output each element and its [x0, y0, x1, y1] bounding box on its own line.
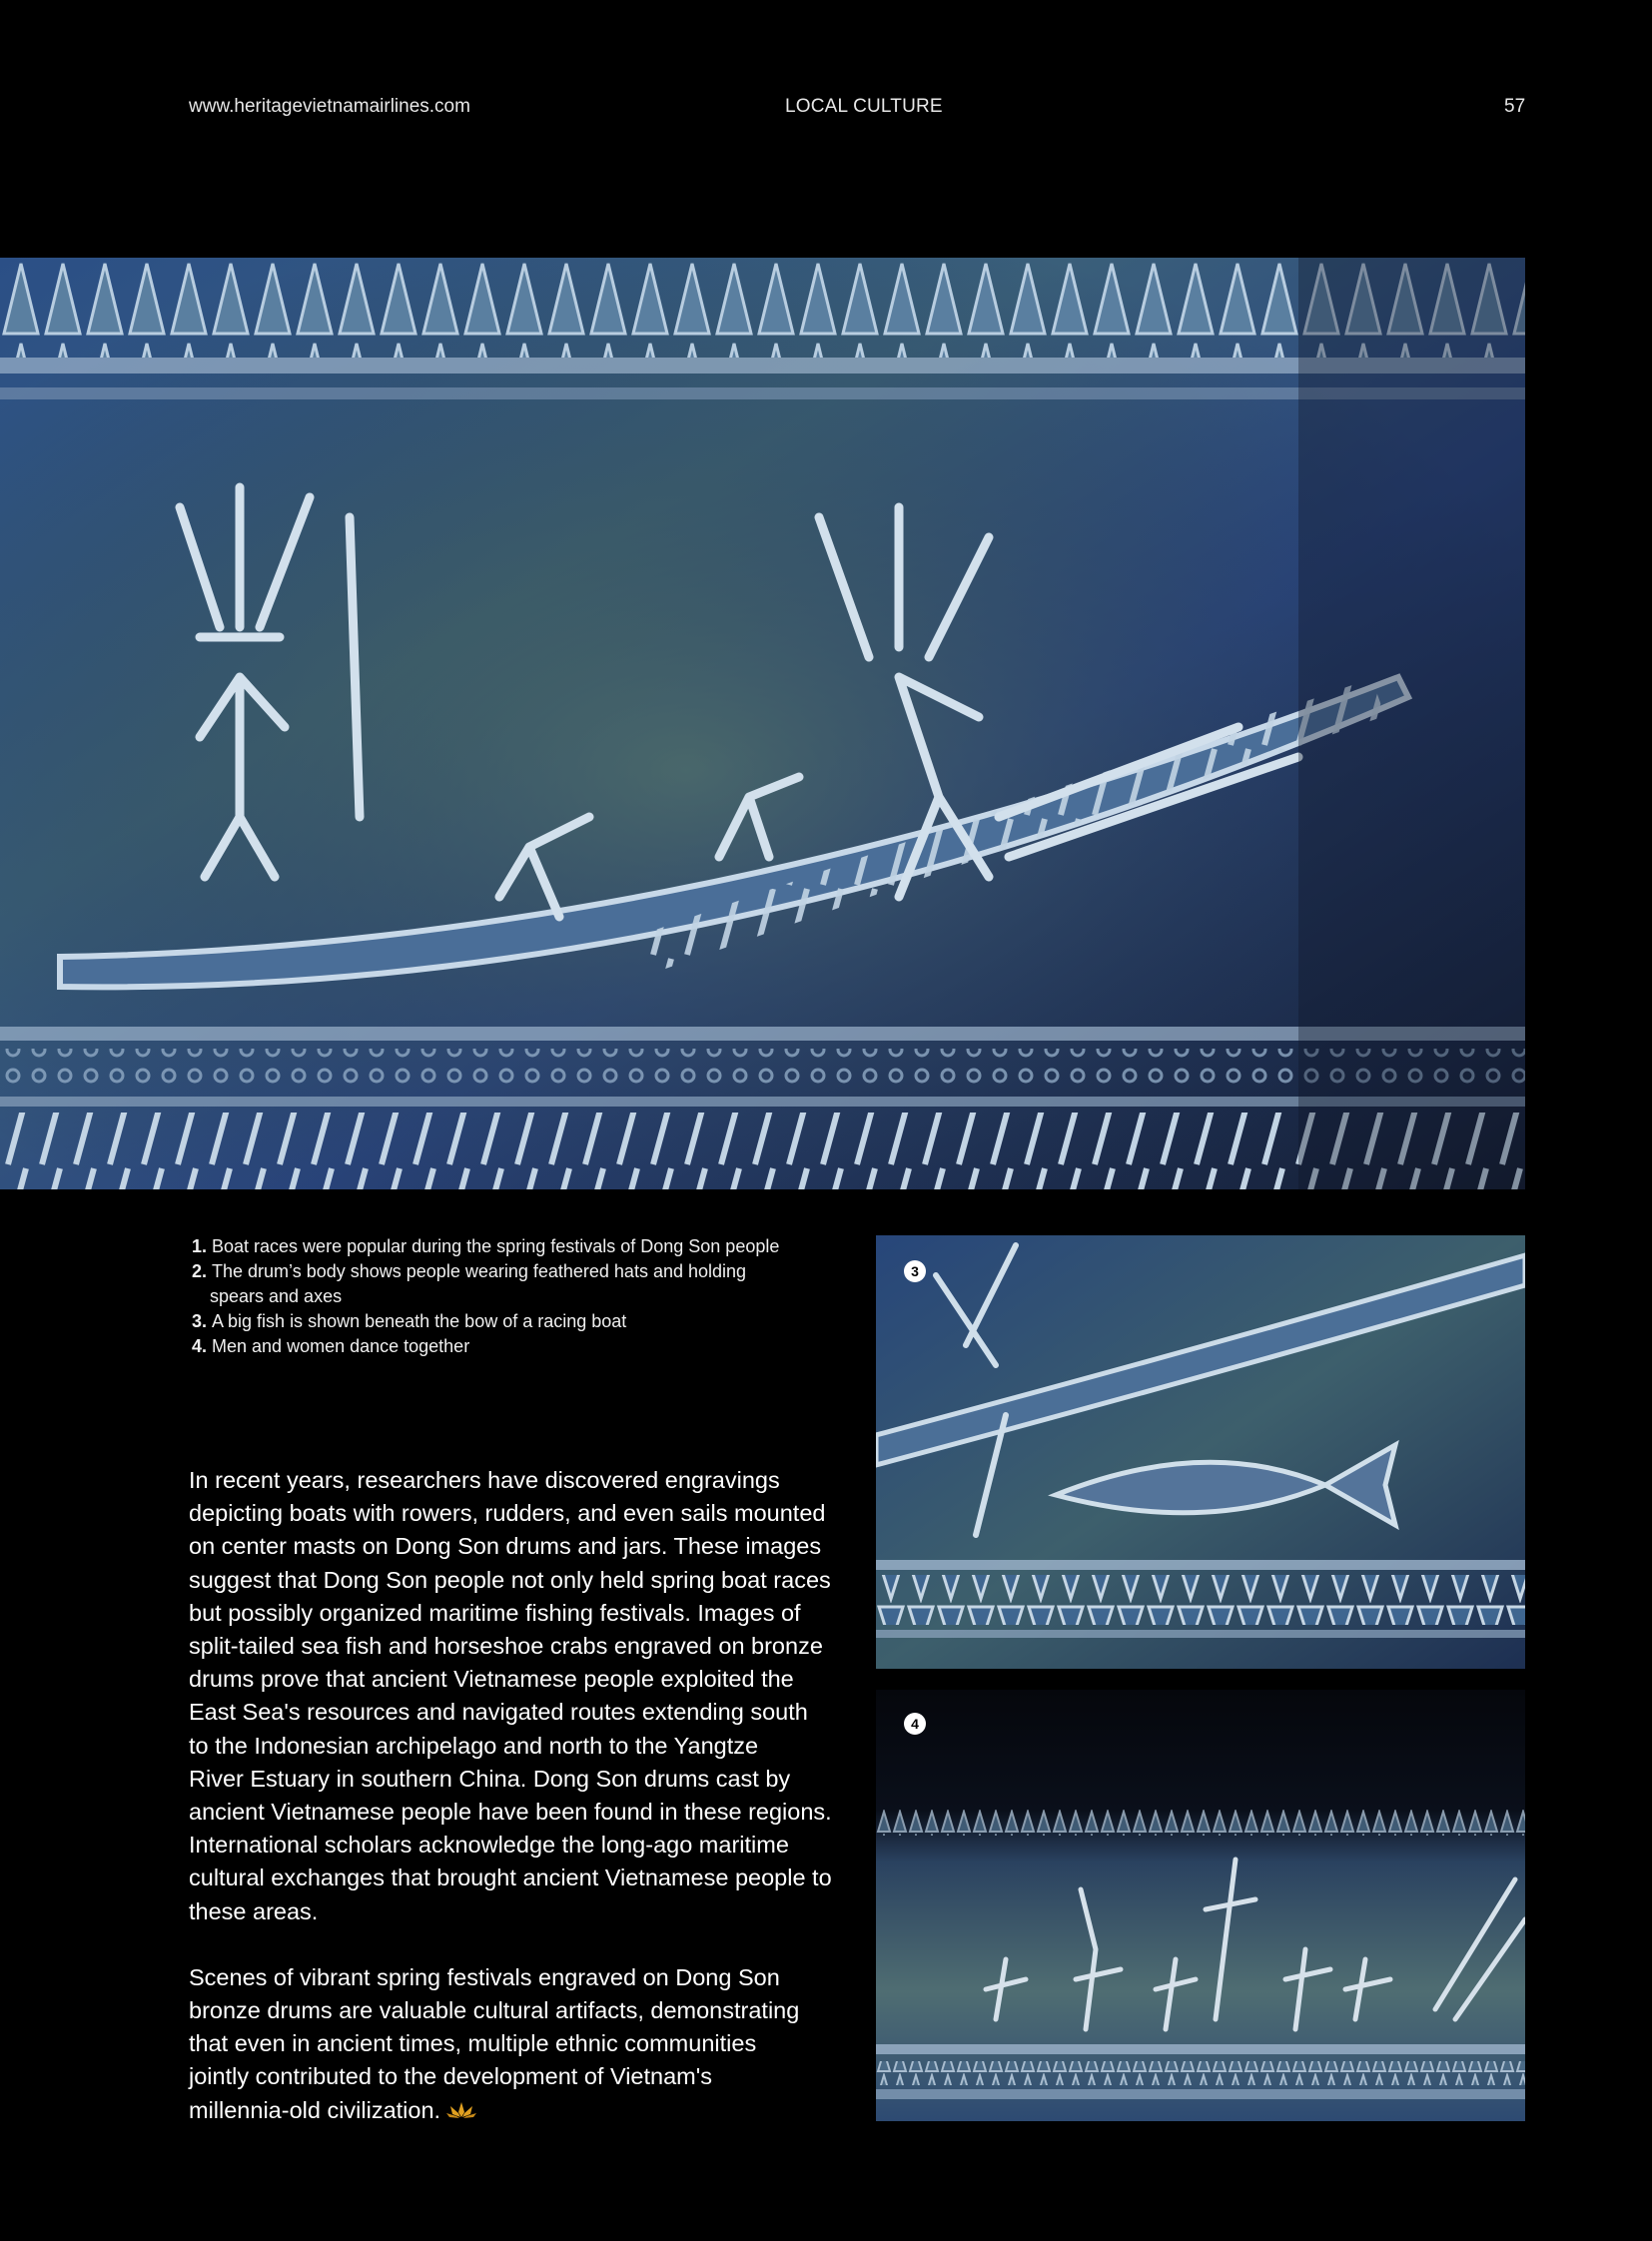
caption-2	[192, 1259, 811, 1284]
text-line: these areas.	[189, 1897, 319, 1924]
text-line-last	[189, 2094, 848, 2127]
text-line: cultural exchanges that brought ancient Vietnamese people to	[189, 1865, 832, 1891]
text-line: ancient Vietnamese people have been found in these regions.	[189, 1799, 832, 1826]
text-line: East Sea's resources and navigated routes extending south	[189, 1699, 808, 1726]
caption-3	[192, 1309, 811, 1334]
text-line: International scholars acknowledge the long-ago maritime	[189, 1832, 789, 1859]
caption-text: A big fish is shown beneath the bow of a racing boat	[212, 1311, 627, 1331]
caption-number: 4.	[192, 1336, 208, 1356]
text-line: split-tailed sea fish and horseshoe crabs engraved on bronze	[189, 1633, 823, 1660]
text-line: bronze drums are valuable cultural artifacts, demonstrating	[189, 1997, 800, 2024]
section-title: LOCAL CULTURE	[785, 96, 943, 117]
text-line: to the Indonesian archipelago and north to the Yangtze	[189, 1732, 759, 1759]
paragraph-2	[189, 1961, 848, 2127]
text-line: suggest that Dong Son people not only held spring boat races	[189, 1566, 831, 1593]
text-line: millennia-old civilization.	[189, 2096, 441, 2123]
text-line: In recent years, researchers have discovered engravings	[189, 1467, 780, 1493]
text-line: depicting boats with rowers, rudders, and even sails mounted	[189, 1500, 826, 1527]
text-line: but possibly organized maritime fishing festivals. Images of	[189, 1599, 801, 1626]
photo-drum-boat-race	[0, 258, 1525, 1189]
site-url[interactable]: www.heritagevietnamairlines.com	[189, 96, 470, 117]
text-line: Scenes of vibrant spring festivals engraved on Dong Son	[189, 1963, 780, 1990]
text-line: drums prove that ancient Vietnamese people exploited the	[189, 1666, 794, 1693]
caption-text: The drum’s body shows people wearing feathered hats and holding	[212, 1261, 747, 1281]
caption-1	[192, 1234, 811, 1259]
caption-text: Boat races were popular during the spring festivals of Dong Son people	[212, 1236, 780, 1256]
photo-4-number-badge: 4	[904, 1713, 926, 1735]
caption-number: 1.	[192, 1236, 208, 1256]
caption-text: Men and women dance together	[212, 1336, 470, 1356]
text-line: River Estuary in southern China. Dong Son drums cast by	[189, 1765, 791, 1792]
caption-text: spears and axes	[210, 1286, 343, 1306]
photo-captions	[192, 1234, 811, 1359]
photo-3-number-badge: 3	[904, 1260, 926, 1282]
page-number: 57	[1504, 96, 1526, 117]
paragraph-1	[189, 1464, 848, 1928]
lotus-icon	[446, 2100, 476, 2120]
caption-number: 3.	[192, 1311, 208, 1331]
text-line: on center masts on Dong Son drums and jars. These images	[189, 1533, 822, 1560]
text-line: that even in ancient times, multiple ethnic communities	[189, 2030, 757, 2057]
caption-number: 2.	[192, 1261, 208, 1281]
caption-4	[192, 1334, 811, 1359]
text-line: jointly contributed to the development of Vietnam's	[189, 2063, 712, 2090]
caption-2-continued	[192, 1284, 811, 1309]
photo-fish-engraving	[876, 1235, 1525, 1669]
article-body	[189, 1464, 848, 2160]
photo-dance-engraving	[876, 1690, 1525, 2121]
